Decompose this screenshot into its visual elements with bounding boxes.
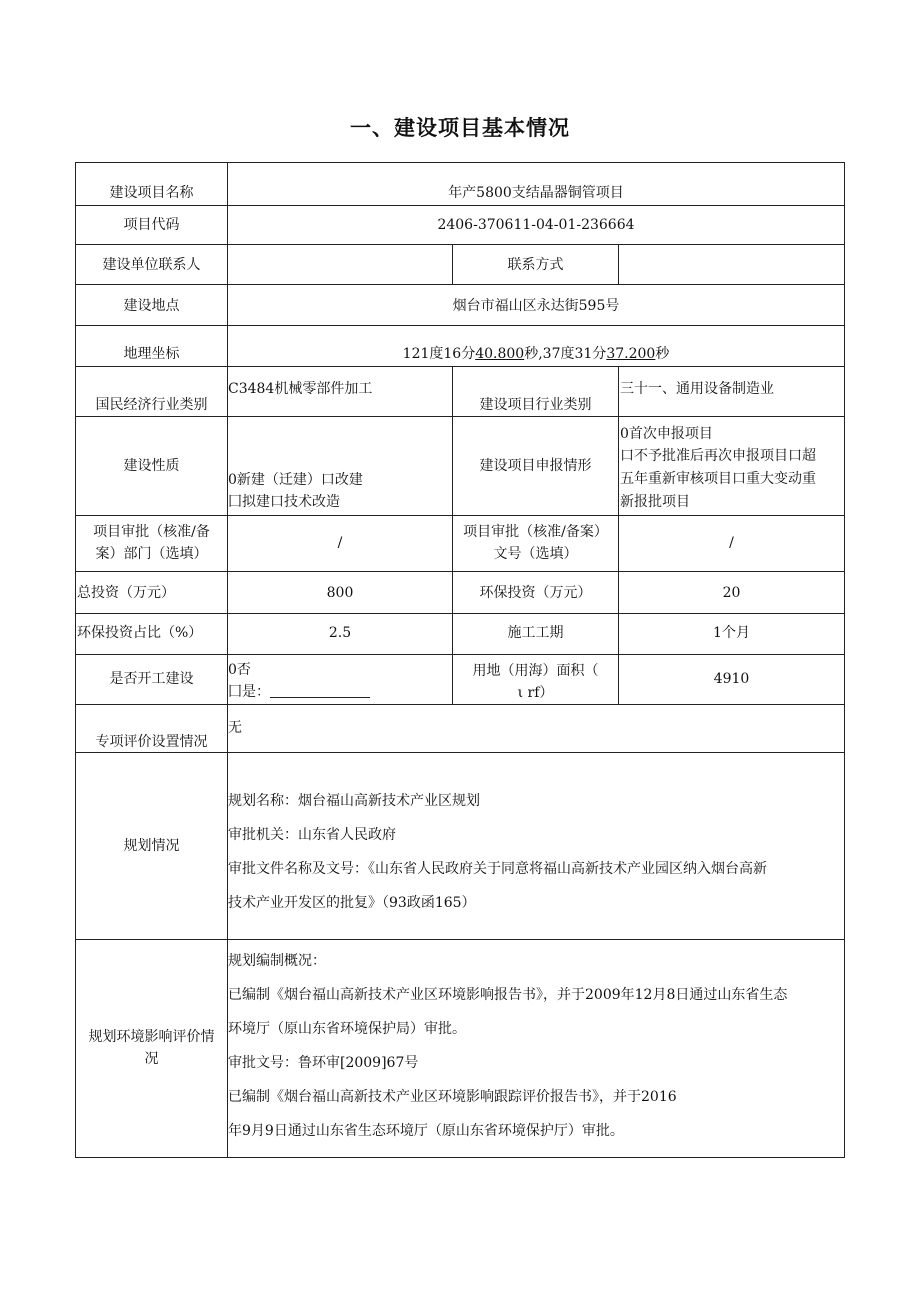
table-rule [75, 244, 845, 245]
approval-dept-value: / [337, 535, 343, 551]
env-investment-value: 20 [722, 585, 741, 601]
location-label: 建设地点 [123, 298, 180, 314]
planning-env-line: 已编制《烟台福山高新技术产业区环境影响跟踪评价报告书》，并于2016 [228, 1089, 677, 1105]
declaration-option-line: 0首次申报项目 [620, 426, 713, 442]
planning-env-content [228, 944, 840, 1148]
planning-env-line: 审批文号：鲁环审[2009]67号 [228, 1055, 419, 1071]
table-rule [75, 515, 845, 516]
started-option-yes [228, 681, 450, 703]
location-value: 烟台市福山区永达街595号 [452, 298, 620, 314]
table-rule [75, 571, 845, 572]
planning-env-line: 年9月9日通过山东省生态环境厅（原山东省环境保护厅）审批。 [228, 1123, 624, 1139]
env-ratio-value: 2.5 [328, 625, 352, 641]
project-name-label: 建设项目名称 [109, 185, 194, 201]
table-rule [75, 613, 845, 614]
table-rule [75, 416, 845, 417]
label-line: 项目审批（核准/备案） [463, 524, 608, 540]
approval-doc-value: / [729, 535, 734, 551]
total-investment-value: 800 [326, 585, 354, 601]
page-title: 一、建设项目基本情况 [350, 116, 570, 140]
industry-value: C3484机械零部件加工 [228, 381, 373, 397]
blank-line [270, 683, 370, 698]
started-label: 是否开工建设 [109, 671, 194, 687]
planning-env-line: 已编制《烟台福山高新技术产业区环境影响报告书》，并于2009年12月8日通过山东省生态 [228, 987, 788, 1003]
nature-label: 建设性质 [123, 458, 180, 474]
project-code-value: 2406-370611-04-01-236664 [437, 217, 635, 233]
declaration-option-line: 新报批项目 [620, 494, 690, 510]
special-eval-value: 无 [228, 720, 242, 736]
declaration-option-line: 五年重新审核项目口重大变动重 [620, 471, 816, 487]
declaration-option-line: 口不予批准后再次申报项目口超 [620, 448, 816, 464]
construction-period-label: 施工工期 [507, 625, 564, 641]
total-investment-label: 总投资（万元） [77, 585, 175, 601]
label-line: 况 [144, 1051, 159, 1067]
construction-period-value: 1个月 [713, 625, 750, 641]
table-rule [75, 939, 845, 940]
table-rule [75, 366, 845, 367]
planning-line: 审批机关：山东省人民政府 [228, 827, 396, 843]
planning-line: 审批文件名称及文号：《山东省人民政府关于同意将福山高新技术产业园区纳入烟台高新 [228, 861, 767, 877]
table-rule [75, 284, 845, 285]
coord-part: 秒,37度31分 [524, 346, 607, 362]
special-eval-label: 专项评价设置情况 [95, 734, 208, 750]
label-line: 案）部门（选填） [95, 546, 208, 562]
land-area-label [453, 660, 618, 704]
started-yes-text: 囗是： [228, 684, 270, 700]
coord-part: 121度16分 [402, 346, 476, 362]
approval-dept-label [76, 521, 227, 565]
land-area-value: 4910 [713, 671, 750, 687]
coord-seconds: 37.200 [606, 346, 656, 362]
project-industry-value: 三十一、通用设备制造业 [620, 381, 774, 397]
project-name-value: 年产5800支结晶器铜管项目 [448, 185, 624, 201]
planning-label: 规划情况 [123, 838, 180, 854]
nature-option-line: 囗拟建口技术改造 [228, 494, 340, 510]
table-rule [75, 654, 845, 655]
planning-content [228, 784, 840, 920]
env-ratio-label: 环保投资占比（%） [77, 625, 203, 641]
planning-env-line: 规划编制概况： [228, 953, 326, 969]
industry-label: 国民经济行业类别 [95, 397, 208, 413]
label-line: ι rf） [517, 685, 554, 701]
table-rule [75, 704, 845, 705]
nature-option-line: 0新建（迁建）口改建 [228, 472, 363, 488]
planning-line: 规划名称：烟台福山高新技术产业区规划 [228, 793, 480, 809]
coordinates-label: 地理坐标 [123, 346, 180, 362]
planning-env-line: 环境厅（原山东省环境保护局）审批。 [228, 1021, 466, 1037]
approval-doc-label [453, 521, 618, 565]
planning-line: 技术产业开发区的批复》（93政函165） [228, 895, 476, 911]
contact-label: 建设单位联系人 [102, 257, 201, 273]
table-rule [618, 244, 619, 284]
coordinates-value [228, 343, 844, 365]
label-line: 用地（用海）面积（ [472, 663, 599, 679]
project-code-label: 项目代码 [123, 217, 180, 233]
label-line: 项目审批（核准/备 [93, 524, 210, 540]
contact-method-label: 联系方式 [507, 257, 564, 273]
started-option-no: 0否 [228, 662, 251, 678]
coord-part: 秒 [655, 346, 670, 362]
declaration-label: 建设项目申报情形 [479, 458, 592, 474]
project-industry-label: 建设项目行业类别 [479, 397, 592, 413]
env-investment-label: 环保投资（万元） [479, 585, 592, 601]
label-line: 规划环境影响评价情 [88, 1029, 215, 1045]
label-line: 文号（选填） [493, 546, 578, 562]
table-rule [75, 325, 845, 326]
planning-env-label [76, 1026, 227, 1070]
table-rule [75, 205, 845, 206]
coord-seconds: 40.800 [475, 346, 525, 362]
